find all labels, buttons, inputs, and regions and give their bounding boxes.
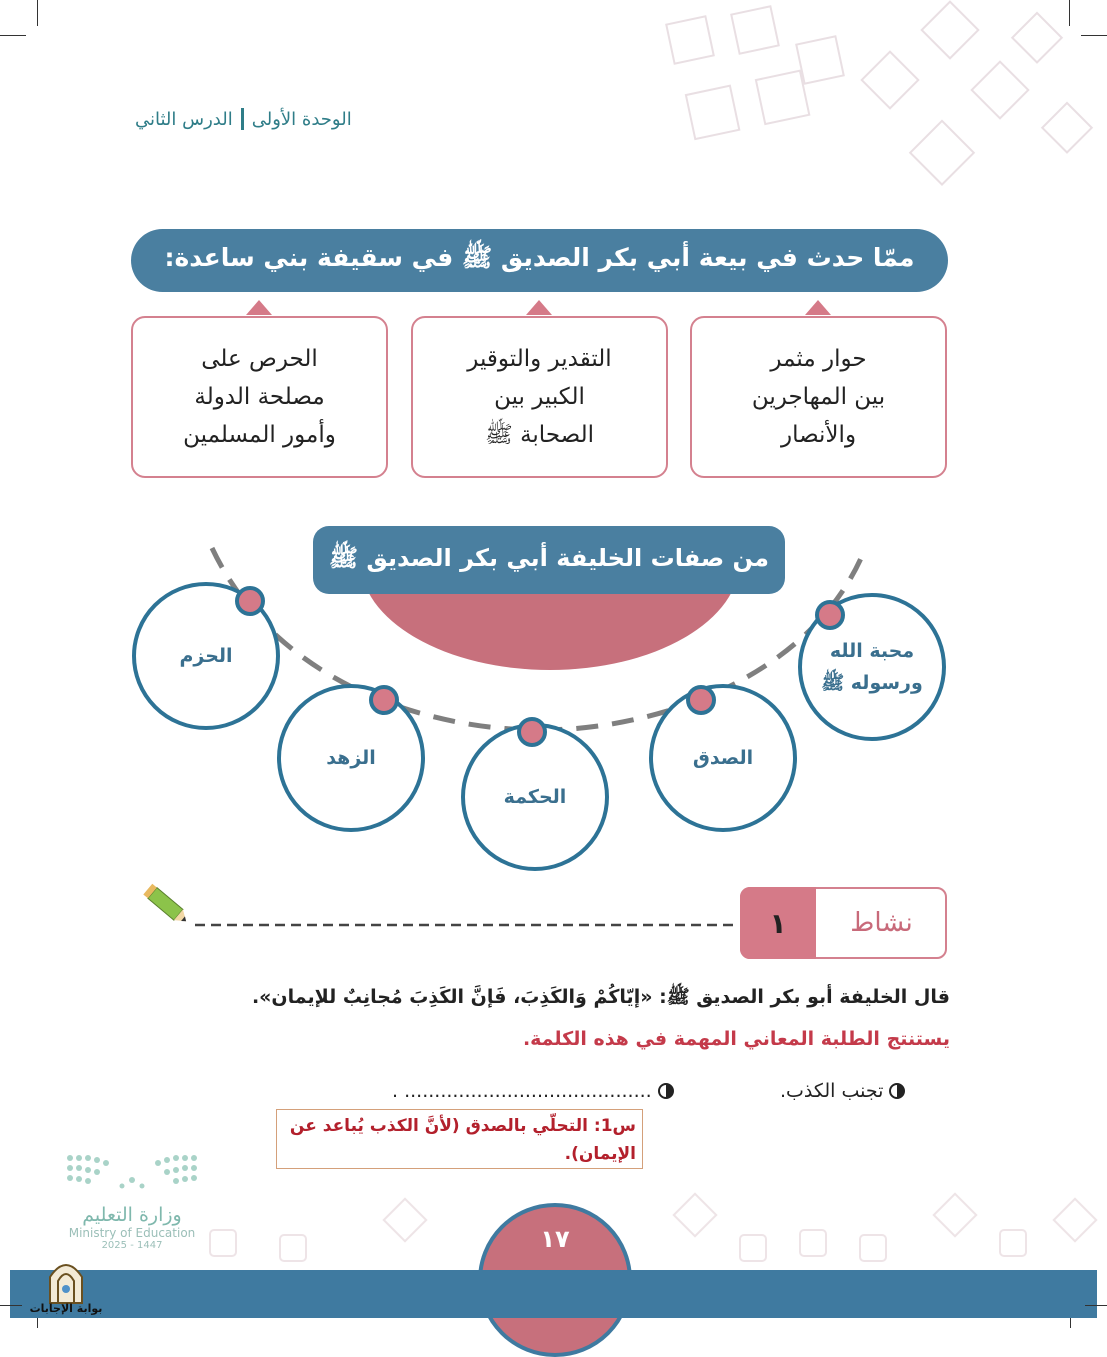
activity-label: نشاط [850, 908, 913, 938]
trait-circle [277, 684, 425, 832]
crop-mark [37, 1318, 38, 1328]
crop-mark [0, 1305, 22, 1306]
trait-label: الحكمة [503, 786, 567, 808]
section-banner-traits [313, 526, 785, 594]
blank-line: ......................................... . [392, 1080, 652, 1102]
activity-dashed-line [140, 880, 740, 940]
crop-mark [1070, 1318, 1071, 1328]
ministry-name-ar: وزارة التعليم [82, 1204, 182, 1226]
info-box-text: الحرص على مصلحة الدولة وأمور المسلمين [183, 346, 336, 448]
ministry-logo [62, 1150, 202, 1251]
ministry-dots-icon [62, 1150, 202, 1200]
bullet-icon [889, 1083, 905, 1099]
activity-number: ١ [740, 887, 816, 959]
watermark-text: بوابة الإجابات [29, 1302, 103, 1315]
mosque-watermark-icon [44, 1255, 88, 1305]
answer-bullet [780, 1080, 905, 1102]
connector-dot [369, 685, 399, 715]
connector-dot [686, 685, 716, 715]
activity-instruction: يستنتج الطلبة المعاني المهمة في هذه الكلمة. [522, 1028, 950, 1050]
connector-dot [517, 717, 547, 747]
pencil-icon [143, 884, 190, 927]
ministry-year: 2025 - 1447 [101, 1240, 163, 1251]
section-title: ممّا حدث في بيعة أبي بكر الصديق ﷺ في سقيفة بني ساعدة: [164, 243, 915, 272]
activity-quote: قال الخليفة أبو بكر الصديق ﷺ: «إيّاكُمْ وَالكَذِبَ، فَإنَّ الكَذِبَ مُجانِبٌ للإيمان». [251, 986, 950, 1008]
info-box-text: التقدير والتوقير الكبير بين الصحابة ﷺ [467, 346, 612, 448]
footer-bar [10, 1270, 1097, 1318]
trait-circle [649, 684, 797, 832]
answer-box: س1: التحلّي بالصدق (لأنَّ الكذب يُباعد عن الإيمان). [276, 1109, 643, 1169]
answer-bullet [392, 1080, 674, 1102]
trait-label: محبة الله ورسوله ﷺ [821, 640, 923, 694]
connector-dot [235, 586, 265, 616]
trait-label: الحزم [179, 645, 233, 667]
bullet-icon [658, 1083, 674, 1099]
info-box-text: حوار مثمر بين المهاجرين والأنصار [751, 346, 886, 448]
bottom-pattern [200, 1185, 1107, 1270]
unit-title: الوحدة الأولى [251, 108, 352, 130]
trait-label: الصدق [692, 747, 754, 769]
crop-mark [1085, 1305, 1107, 1306]
page-number: ١٧ [540, 1225, 570, 1253]
ministry-name-en: Ministry of Education [68, 1226, 196, 1240]
bullet-text: تجنب الكذب. [780, 1080, 884, 1102]
connector-dot [815, 600, 845, 630]
lesson-title: الدرس الثاني [135, 108, 233, 130]
section-title: من صفات الخليفة أبي بكر الصديق ﷺ [329, 543, 769, 572]
trait-label: الزهد [326, 747, 376, 769]
